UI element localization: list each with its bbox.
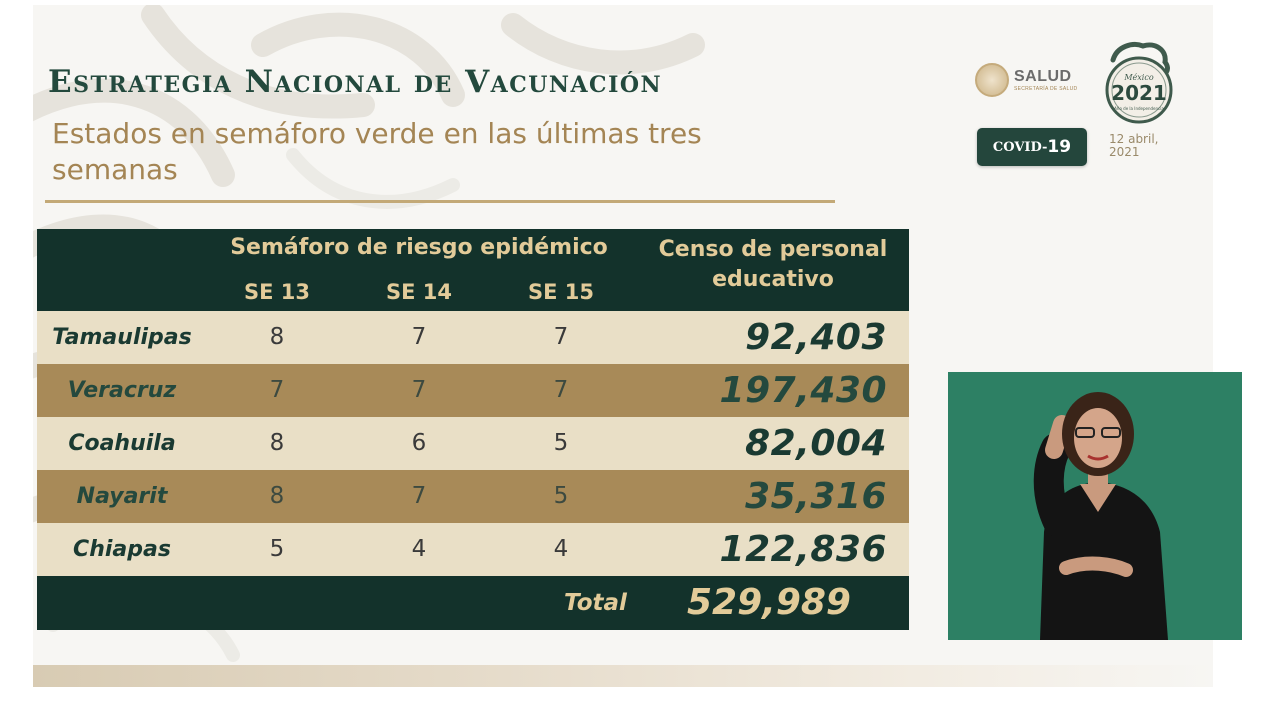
date-line-1: 12 abril,	[1109, 132, 1159, 146]
table-row	[37, 364, 909, 417]
row-state: Nayarit	[76, 484, 168, 509]
row-censo: 35,316	[745, 476, 887, 517]
table-header	[37, 229, 909, 311]
covid-badge-number: 19	[1047, 137, 1072, 157]
mexico-year: 2021	[1111, 81, 1167, 105]
row-se13: 8	[269, 430, 285, 456]
salud-seal-icon	[975, 63, 1009, 97]
header-se15: SE 15	[527, 280, 594, 304]
row-se13: 8	[269, 483, 285, 509]
header-semaforo: Semáforo de riesgo epidémico	[230, 235, 608, 260]
row-se14: 4	[411, 536, 427, 562]
row-se14: 7	[411, 377, 427, 403]
row-censo: 197,430	[719, 370, 887, 411]
bottom-band	[33, 665, 1213, 687]
header-censo-line-1: Censo de personal	[658, 237, 888, 262]
header-censo	[637, 235, 909, 295]
row-se15: 5	[553, 483, 569, 509]
row-se13: 7	[269, 377, 285, 403]
row-se14: 7	[411, 483, 427, 509]
total-row	[37, 576, 909, 630]
total-value: 529,989	[687, 582, 851, 623]
covid-badge	[977, 128, 1087, 166]
row-se15: 7	[553, 324, 569, 350]
row-censo: 92,403	[745, 317, 887, 358]
table-row	[37, 311, 909, 364]
vaccination-table	[37, 229, 909, 630]
row-se15: 5	[553, 430, 569, 456]
page-subtitle: Estados en semáforo verde en las últimas tres semanas	[52, 117, 702, 186]
row-state: Tamaulipas	[52, 325, 192, 350]
row-se15: 7	[553, 377, 569, 403]
total-label: Total	[564, 590, 627, 616]
row-se13: 5	[269, 536, 285, 562]
table-row	[37, 523, 909, 576]
header-se14: SE 14	[385, 280, 452, 304]
row-censo: 82,004	[745, 423, 887, 464]
row-censo: 122,836	[719, 529, 887, 570]
salud-small-text: SECRETARÍA DE SALUD	[1014, 86, 1078, 92]
page-title: Estrategia Nacional de Vacunación	[48, 64, 663, 100]
row-se14: 7	[411, 324, 427, 350]
salud-word: SALUD	[1014, 68, 1072, 85]
row-se13: 8	[269, 324, 285, 350]
date-line-2: 2021	[1109, 145, 1140, 159]
row-state: Coahuila	[68, 431, 176, 456]
row-state: Chiapas	[73, 537, 171, 562]
date-label	[1109, 133, 1179, 159]
salud-logo	[975, 63, 1077, 97]
row-state: Veracruz	[67, 378, 177, 403]
mexico-small-text: Año de la Independencia	[1114, 106, 1164, 111]
mexico-label: México	[1124, 73, 1154, 82]
table-row	[37, 470, 909, 523]
covid-badge-prefix: COVID-	[992, 139, 1048, 155]
row-se14: 6	[411, 430, 427, 456]
sign-language-interpreter-video	[948, 372, 1242, 640]
header-se13: SE 13	[243, 280, 310, 304]
mexico-2021-logo-icon	[1103, 40, 1175, 124]
header-censo-line-2: educativo	[712, 267, 834, 292]
interpreter-figure-icon	[948, 372, 1242, 640]
table-row	[37, 417, 909, 470]
title-divider	[45, 200, 835, 203]
row-se15: 4	[553, 536, 569, 562]
